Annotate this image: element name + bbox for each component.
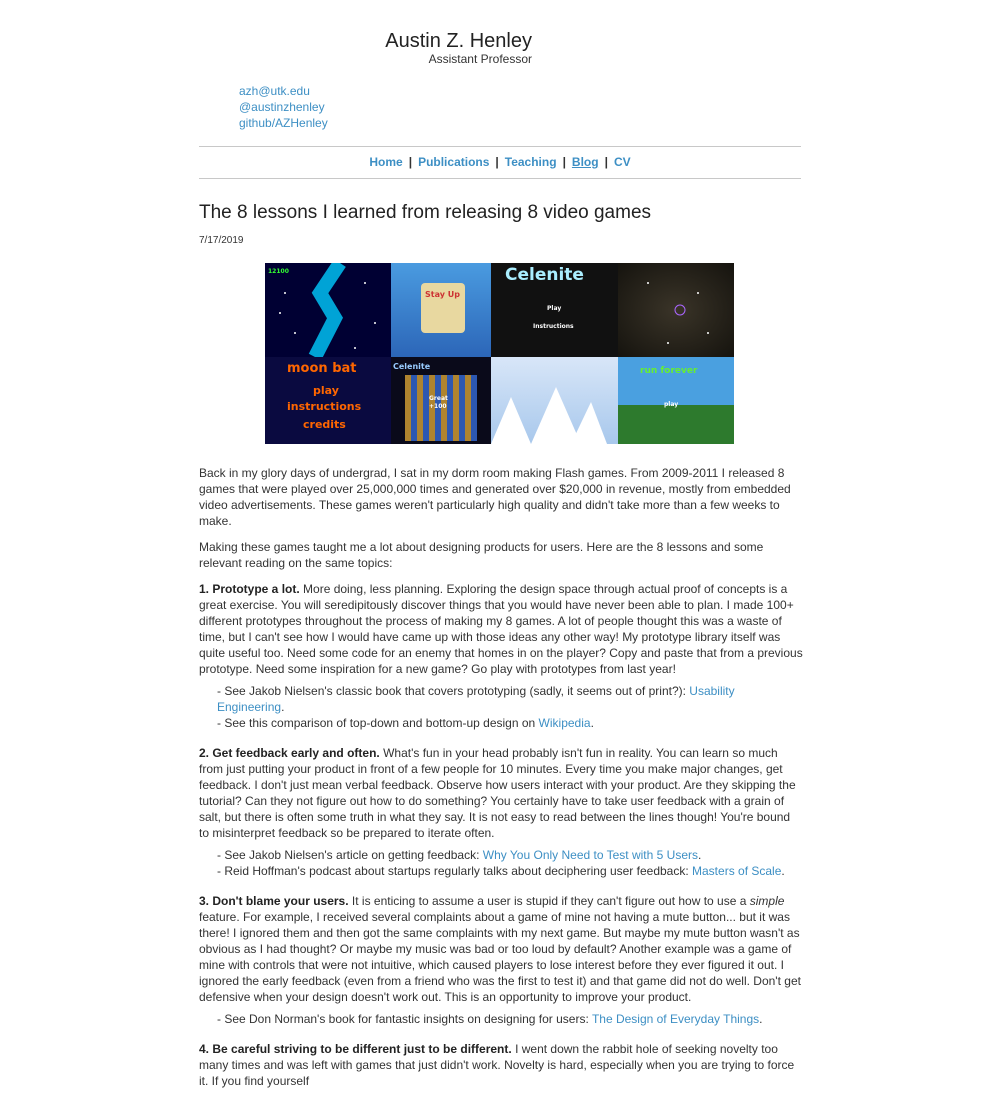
reference-list <box>217 847 803 879</box>
post-title: The 8 lessons I learned from releasing 8 video games <box>199 202 652 223</box>
nav-teaching[interactable]: Teaching <box>504 155 557 169</box>
games-collage-image <box>265 263 734 444</box>
lesson-paragraph <box>199 1041 803 1089</box>
reference-list <box>217 1011 803 1027</box>
site-owner-role: Assistant Professor <box>428 52 532 66</box>
email-link[interactable]: azh@utk.edu <box>239 84 310 98</box>
post-date: 7/17/2019 <box>199 235 244 246</box>
reference-item: - See Don Norman's book for fantastic insights on designing for users: The Design of Everyday Things. <box>217 1012 763 1026</box>
game-screenshot: run forever play <box>618 357 734 444</box>
nav-home[interactable]: Home <box>369 155 403 169</box>
lesson-heading: 2. Get feedback early and often. <box>199 746 380 760</box>
intro-paragraph: Back in my glory days of undergrad, I sat in my dorm room making Flash games. From 2009-2011 I released 8 games that were played over 25,000,000 times and generated over $20,000 in revenue, mostly from embedded video advertisements. These games weren't particularly high quality and didn't take more than a few weeks to make. <box>199 466 791 528</box>
github-link[interactable]: github/AZHenley <box>239 116 328 130</box>
reference-link[interactable]: Wikipedia <box>538 716 591 730</box>
nav-bottom-divider <box>199 178 801 179</box>
nav-blog[interactable]: Blog <box>571 155 599 169</box>
lesson-heading: 3. Don't blame your users. <box>199 894 349 908</box>
lesson-paragraph <box>199 581 803 677</box>
emphasis: simple <box>749 894 785 908</box>
lesson-paragraph: 3. Don't blame your users. It is enticing to assume a user is stupid if they can't figure out how to use a simple feature. For example, I received several complaints about a game of mine not having a mute button... but it was there! I ignored them and then got the same complaints with my next game. But maybe my mute button wasn't as obvious as I had thought? Or maybe my music was bad or too loud by default? Another example was a game of mine with controls that were not intuitive, which caused players to lose interest before they ever figured it out. I ignored the early feedback (even from a friend who was the first to test it) and that game did not do well. Don't get defensive when your design doesn't work out. This is an opportunity to improve your product. <box>199 894 801 1004</box>
game-screenshot: Celenite Play Instructions <box>491 263 618 357</box>
reference-link[interactable]: Usability Engineering <box>217 684 735 714</box>
nav-separator: | <box>495 155 499 169</box>
nav-top-divider <box>199 146 801 147</box>
main-nav <box>199 155 801 169</box>
reference-link[interactable]: The Design of Everyday Things <box>591 1012 760 1026</box>
intro-paragraph: Making these games taught me a lot about designing products for users. Here are the 8 lessons and some relevant reading on the same topics: <box>199 540 764 570</box>
game-screenshot: moon bat play instructions credits <box>265 357 391 444</box>
reference-link[interactable]: Why You Only Need to Test with 5 Users <box>482 848 698 862</box>
reference-item: - See Jakob Nielsen's article on getting feedback: Why You Only Need to Test with 5 Users. <box>217 848 702 862</box>
reference-item: - Reid Hoffman's podcast about startups regularly talks about deciphering user feedback: Masters of Scale. <box>217 864 785 878</box>
lesson-paragraph <box>199 745 803 841</box>
contact-links <box>239 83 328 131</box>
game-screenshot: Celenite Great +100 <box>391 357 491 444</box>
game-screenshot <box>491 357 618 444</box>
game-screenshot: Stay Up <box>391 263 491 357</box>
lesson-body: I went down the rabbit hole of seeking novelty too many times and was left with games that just didn't work. Novelty is hard, especially when you are trying to force it. If you find yourself <box>199 1042 795 1088</box>
nav-publications[interactable]: Publications <box>418 155 490 169</box>
game-screenshot <box>618 263 734 357</box>
reference-link[interactable]: Masters of Scale <box>692 864 782 878</box>
lesson-heading: 4. Be careful striving to be different just to be different. <box>199 1042 512 1056</box>
reference-item: - See Jakob Nielsen's classic book that covers prototyping (sadly, it seems out of print?): Usability Engineering. <box>217 684 735 714</box>
site-owner-name: Austin Z. Henley <box>385 30 532 52</box>
lesson-body: More doing, less planning. Exploring the design space through actual proof of concepts is a great exercise. You will seredipitously discover things that you would have never been able to plan. I made 100+ different prototypes throughout the process of making my 8 games. A lot of people thought this was a waste of time, but I can't see how I would have came up with those ideas any other way! My prototype library itself was quite useful too. Need some code for an enemy that homes in on the player? Copy and paste that from a previous prototype. Need some inspiration for a new game? Go play with prototypes from last year! <box>199 582 803 676</box>
twitter-link[interactable]: @austinzhenley <box>239 100 325 114</box>
nav-separator: | <box>408 155 413 169</box>
nav-cv[interactable]: CV <box>613 155 631 169</box>
reference-item: - See this comparison of top-down and bottom-up design on Wikipedia. <box>217 716 594 730</box>
nav-separator: | <box>604 155 608 169</box>
lesson-body: It is enticing to assume a user is stupid if they can't figure out how to use a <box>351 894 750 908</box>
lesson-body: What's fun in your head probably isn't fun in reality. You can learn so much from just putting your product in front of a few people for 10 minutes. Every time you make major changes, get feedback. I don't just mean verbal feedback. Observe how users interact with your product. Are they skipping the tutorial? Can they not figure out how to do something? You certainly have to take user feedback with a grain of salt, but there is often some truth in what they say. It is not easy to read between the lines though! You're bound to misinterpret feedback so be prepared to iterate often. <box>199 746 796 840</box>
game-screenshot: 12100 <box>265 263 391 357</box>
lesson-heading: 1. Prototype a lot. <box>199 582 300 596</box>
blog-post <box>199 200 803 1099</box>
nav-separator: | <box>562 155 566 169</box>
reference-list <box>217 683 803 731</box>
